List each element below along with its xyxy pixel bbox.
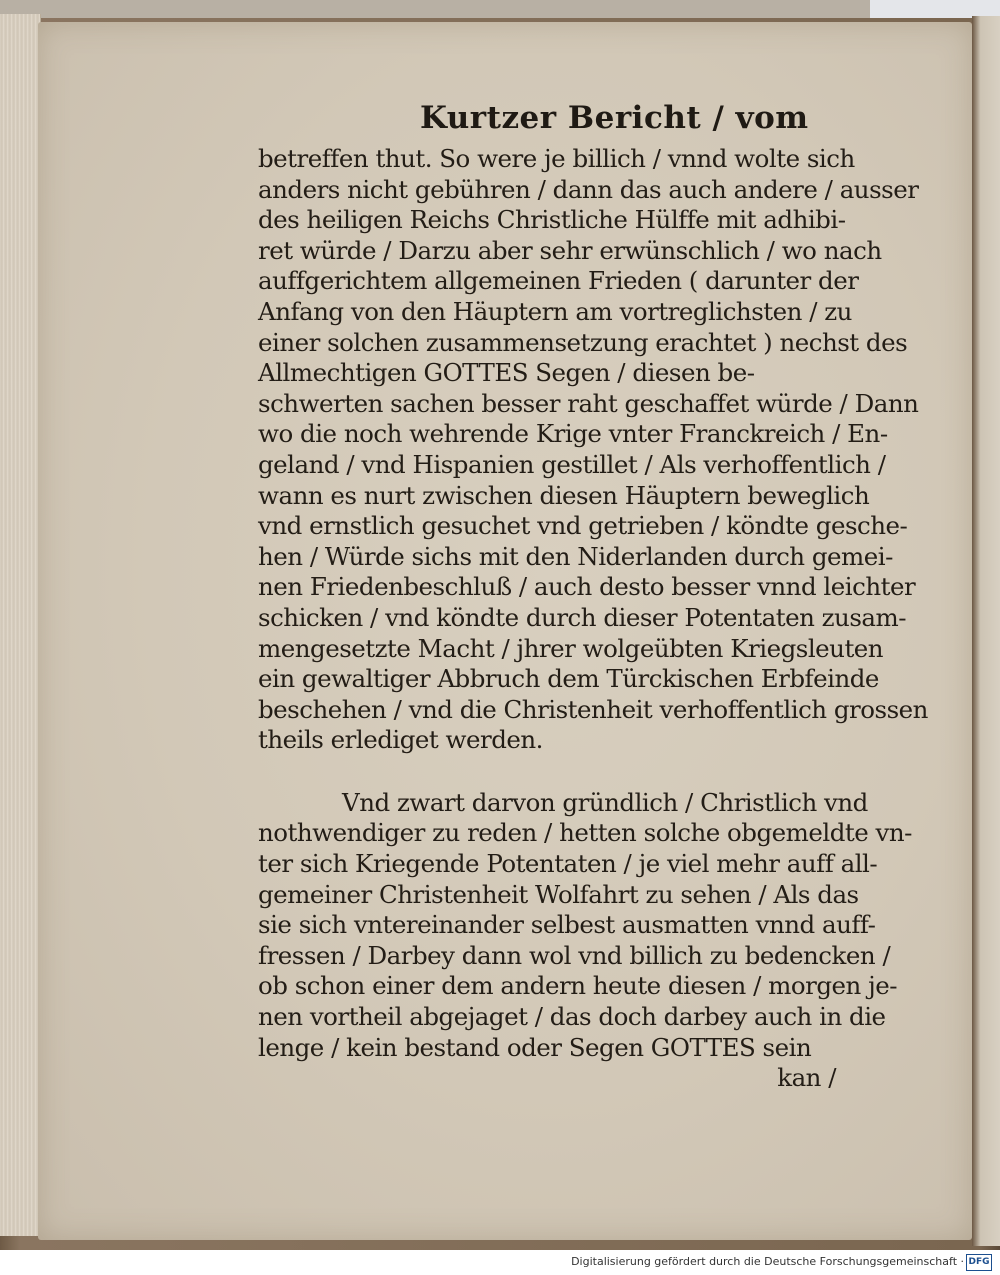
facing-page-edge (972, 16, 1000, 1246)
text-line: fressen / Darbey dann wol vnd billich zu bedencken / (258, 940, 891, 970)
text-line: gemeiner Christenheit Wolfahrt zu sehen / Als das (258, 879, 859, 909)
paragraph-gap (258, 756, 858, 788)
text-line: ter sich Kriegende Potentaten / je viel mehr auff all- (258, 849, 878, 879)
text-line: schicken / vnd köndte durch dieser Potentaten zusam- (258, 602, 907, 632)
text-line: anders nicht gebühren / dann das auch andere / ausser (258, 174, 919, 204)
text-line: beschehen / vnd die Christenheit verhoffentlich grossen (258, 694, 928, 724)
catchword: kan / (777, 1063, 836, 1093)
text-line: des heiligen Reichs Christliche Hülffe mit adhibi- (258, 205, 846, 235)
running-header: Kurtzer Bericht / vom (420, 100, 809, 136)
text-line: ret würde / Darzu aber sehr erwünschlich / wo nach (258, 235, 882, 265)
text-line: lenge / kein bestand oder Segen GOTTES sein (258, 1032, 812, 1062)
paragraph-2 (258, 787, 912, 1094)
text-line: nen vortheil abgejaget / das doch darbey auch in die (258, 1002, 886, 1032)
text-line: geland / vnd Hispanien gestillet / Als verhoffentlich / (258, 449, 886, 479)
body-text (258, 144, 928, 1094)
text-line: sie sich vntereinander selbest ausmatten vnnd auff- (258, 910, 876, 940)
text-line: wo die noch wehrende Krige vnter Franckreich / En- (258, 419, 888, 449)
text-line: ein gewaltiger Abbruch dem Türckischen Erbfeinde (258, 664, 879, 694)
dfg-logo: DFG (966, 1254, 992, 1271)
text-line: hen / Würde sichs mit den Niderlanden durch gemei- (258, 541, 893, 571)
page-edge-stack (0, 14, 41, 1236)
text-line: Vnd zwart darvon gründlich / Christlich vnd (342, 787, 868, 817)
text-line: auffgerichtem allgemeinen Frieden ( darunter der (258, 266, 859, 296)
text-line: betreffen thut. So were je billich / vnnd wolte sich (258, 144, 855, 173)
paragraph-1 (258, 144, 928, 756)
text-line: wann es nurt zwischen diesen Häuptern beweglich (258, 480, 870, 510)
text-line: einer solchen zusammensetzung erachtet ) nechst des (258, 327, 908, 357)
text-line: nothwendiger zu reden / hetten solche obgemeldte vn- (258, 818, 912, 848)
text-line: ob schon einer dem andern heute diesen / morgen je- (258, 971, 897, 1001)
scanner-background-strip (0, 0, 1000, 18)
text-line: Anfang von den Häuptern am vortreglichsten / zu (258, 296, 852, 326)
text-line: nen Friedenbeschluß / auch desto besser vnnd leichter (258, 572, 916, 602)
text-line: vnd ernstlich gesuchet vnd getrieben / köndte gesche- (258, 511, 908, 541)
text-line: mengesetzte Macht / jhrer wolgeübten Kriegsleuten (258, 633, 884, 663)
funding-credit: Digitalisierung gefördert durch die Deutsche Forschungsgemeinschaft · (571, 1255, 964, 1268)
text-line: schwerten sachen besser raht geschaffet würde / Dann (258, 388, 919, 418)
text-line: Allmechtigen GOTTES Segen / diesen be- (258, 358, 755, 388)
text-line: theils erlediget werden. (258, 725, 543, 755)
